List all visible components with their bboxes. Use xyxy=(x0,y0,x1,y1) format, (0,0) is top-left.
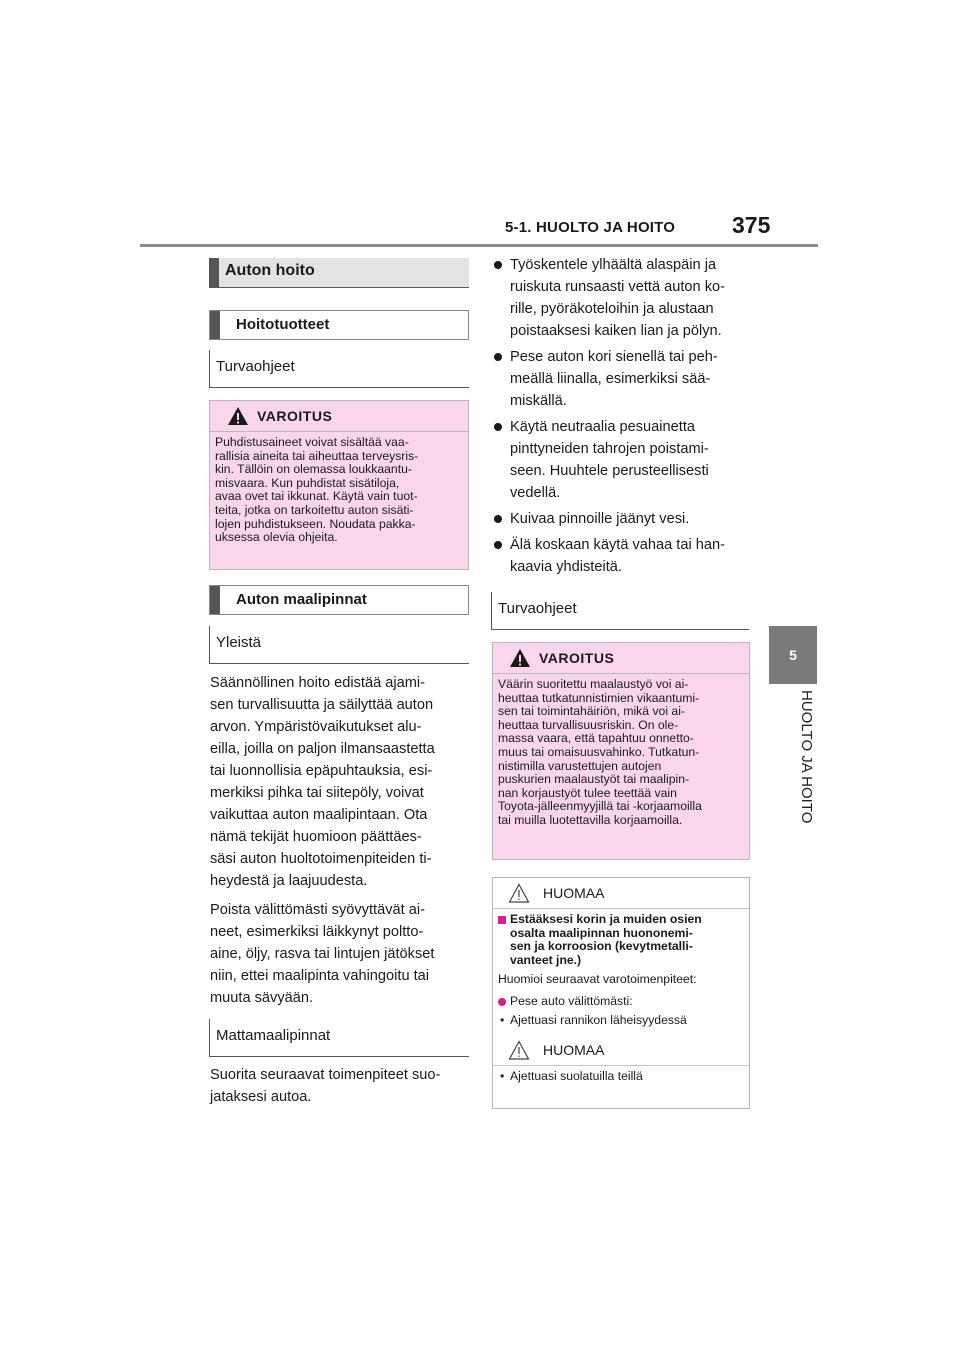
bullet-line: vedellä. xyxy=(510,485,561,501)
warning-2-line: nan korjaustyöt tulee teettää vain xyxy=(498,785,677,800)
safety-subheading-2-text: Turvaohjeet xyxy=(498,600,577,617)
warning-2-line: sen tai toimintahäiriön, mikä voi ai- xyxy=(498,704,685,719)
warning-box-2 xyxy=(492,642,750,860)
paragraph-line: nämä tekijät huomioon päättäes- xyxy=(210,829,422,845)
notice-box xyxy=(492,877,750,1109)
notice-title-1: HUOMAA xyxy=(543,885,605,901)
bullet-line: kaavia yhdisteitä. xyxy=(510,559,622,575)
paragraph-line: neet, esimerkiksi läikkynyt poltto- xyxy=(210,924,424,940)
warning-triangle-icon xyxy=(509,648,531,668)
page-number: 375 xyxy=(732,212,771,238)
warning-2-line: heuttaa turvallisuusriskin. On ole- xyxy=(498,717,679,732)
paragraph-line: merkiksi pihka tai siitepöly, voivat xyxy=(210,785,424,801)
general-subheading xyxy=(209,626,469,664)
warning-2-line: massa vaara, että tapahtuu onnetto- xyxy=(498,731,694,746)
paragraph-line: aine, öljy, rasva tai lintujen jätökset xyxy=(210,946,435,962)
bullet-line: rille, pyöräkoteloihin ja alustaan xyxy=(510,301,714,317)
warning-2-line: tai muilla luotettavilla korjaamoilla. xyxy=(498,812,683,827)
caution-triangle-icon xyxy=(508,1040,530,1060)
chapter-tab[interactable]: 5 xyxy=(769,626,817,684)
caution-triangle-icon xyxy=(508,883,530,903)
washing-bullet-list xyxy=(492,254,754,582)
bullet-item xyxy=(492,534,754,578)
bullet-line: pinttyneiden tahrojen poistami- xyxy=(510,441,709,457)
paragraph-regular-care xyxy=(210,672,472,892)
bullet-line: Pese auton kori sienellä tai peh- xyxy=(510,349,718,365)
bullet-item xyxy=(492,416,754,504)
warning-1-title: VAROITUS xyxy=(257,408,333,424)
warning-1-line: lojen puhdistukseen. Noudata pakka- xyxy=(215,516,416,531)
safety-subheading-1-text: Turvaohjeet xyxy=(216,358,295,375)
warning-triangle-icon xyxy=(227,406,249,426)
paragraph-line: Suorita seuraavat toimenpiteet suo- xyxy=(210,1067,441,1083)
paragraph-line: vaikuttaa auton maalipintaan. Ota xyxy=(210,807,428,823)
heading-paint-surfaces xyxy=(209,585,469,615)
notice-item-salted-roads: • Ajettuasi suolatuilla teillä xyxy=(498,1070,745,1084)
notice-header-2 xyxy=(493,1035,749,1066)
warning-1-line: teita, jotka on tarkoitettu auton sisäti- xyxy=(215,502,414,517)
heading-car-care-text: Auton hoito xyxy=(225,262,315,279)
bullet-line: Käytä neutraalia pesuainetta xyxy=(510,419,695,435)
notice-heading-line: osalta maalipinnan huononemi- xyxy=(510,925,693,940)
matte-paint-subheading-text: Mattamaalipinnat xyxy=(216,1027,331,1044)
warning-1-line: uksessa olevia ohjeita. xyxy=(215,530,338,545)
warning-2-header xyxy=(493,643,749,674)
warning-2-line: Väärin suoritettu maalaustyö voi ai- xyxy=(498,677,689,691)
warning-2-line: puskurien maalaustyöt tai maalipin- xyxy=(498,772,690,787)
notice-body xyxy=(493,909,749,1027)
safety-subheading-2 xyxy=(491,592,749,630)
paragraph-remove-corrosives xyxy=(210,899,472,1009)
heading-car-care xyxy=(209,258,469,288)
warning-1-line: avaa ovet tai ikkunat. Käytä vain tuot- xyxy=(215,489,418,504)
warning-1-line: rallisia aineita tai aiheuttaa terveysris- xyxy=(215,448,419,463)
warning-1-text xyxy=(210,432,468,545)
notice-intro: Huomioi seuraavat varotoimenpiteet: xyxy=(498,972,697,987)
paragraph-line: niin, ettei maalipinta vahingoitu tai xyxy=(210,968,430,984)
warning-1-line: kin. Tällöin on olemassa loukkaantu- xyxy=(215,462,412,477)
paragraph-line: säsi auton huoltotoimenpiteiden ti- xyxy=(210,851,432,867)
bullet-line: Älä koskaan käytä vahaa tai han- xyxy=(510,537,725,553)
paragraph-line: eilla, joilla on paljon ilmansaastetta xyxy=(210,741,435,757)
paragraph-line: Säännöllinen hoito edistää ajami- xyxy=(210,675,425,691)
paragraph-line: tai luonnollisia epäpuhtauksia, esi- xyxy=(210,763,433,779)
warning-2-line: heuttaa tutkatunnistimien vikaantumi- xyxy=(498,690,700,705)
warning-2-line: nistimilla varustettujen autojen xyxy=(498,758,662,773)
paragraph-line: arvon. Ympäristövaikutukset alu- xyxy=(210,719,422,735)
paragraph-line: jataksesi autoa. xyxy=(210,1089,312,1105)
bullet-line: miskällä. xyxy=(510,393,567,409)
header-rule xyxy=(140,244,818,247)
bullet-item xyxy=(492,346,754,412)
warning-2-line: muus tai omaisuusvahinko. Tutkatun- xyxy=(498,744,700,759)
notice-header-1 xyxy=(493,878,749,909)
paragraph-line: sen turvallisuutta ja säilyttää auton xyxy=(210,697,434,713)
notice-dot-item: Pese auto välittömästi: xyxy=(498,995,745,1009)
notice-heading xyxy=(498,913,745,967)
paragraph-line: muuta sävyään. xyxy=(210,990,314,1006)
heading-care-products-text: Hoitotuotteet xyxy=(236,316,330,333)
general-subheading-text: Yleistä xyxy=(216,634,262,651)
warning-1-line: misvaara. Kun puhdistat sisätiloja, xyxy=(215,475,400,490)
bullet-line: meällä liinalla, esimerkiksi sää- xyxy=(510,371,711,387)
bullet-item xyxy=(492,508,754,530)
warning-1-line: Puhdistusaineet voivat sisältää vaa- xyxy=(215,435,409,449)
matte-paint-subheading xyxy=(209,1019,469,1057)
warning-2-line: Toyota-jälleenmyyjillä tai -korjaamoilla xyxy=(498,799,702,814)
warning-1-header xyxy=(210,401,468,432)
bullet-line: seen. Huuhtele perusteellisesti xyxy=(510,463,709,479)
notice-item-coast: • Ajettuasi rannikon läheisyydessä xyxy=(498,1014,745,1028)
warning-2-title: VAROITUS xyxy=(539,650,615,666)
heading-paint-surfaces-text: Auton maalipinnat xyxy=(236,591,367,608)
bullet-line: Kuivaa pinnoille jäänyt vesi. xyxy=(510,511,690,527)
notice-heading-line: sen ja korroosion (kevytmetalli- xyxy=(510,939,693,954)
bullet-line: Työskentele ylhäältä alaspäin ja xyxy=(510,257,717,273)
bullet-item xyxy=(492,254,754,342)
notice-heading-line: vanteet jne.) xyxy=(510,952,582,967)
bullet-line: poistaaksesi kaiken lian ja pölyn. xyxy=(510,323,722,339)
safety-subheading-1 xyxy=(209,350,469,388)
paragraph-matte-instructions xyxy=(210,1064,472,1108)
notice-body-2 xyxy=(493,1066,749,1084)
section-title: 5-1. HUOLTO JA HOITO xyxy=(505,219,676,236)
paragraph-line: Poista välittömästi syövyttävät ai- xyxy=(210,902,425,918)
paragraph-line: heydestä ja laajuudesta. xyxy=(210,873,368,889)
notice-heading-line: Estääksesi korin ja muiden osien xyxy=(510,912,702,926)
bullet-line: ruiskuta runsaasti vettä auton ko- xyxy=(510,279,725,295)
warning-box-1 xyxy=(209,400,469,570)
chapter-label: HUOLTO JA HOITO xyxy=(798,690,815,824)
heading-care-products xyxy=(209,310,469,340)
notice-title-2: HUOMAA xyxy=(543,1042,605,1059)
warning-2-text xyxy=(493,674,749,828)
